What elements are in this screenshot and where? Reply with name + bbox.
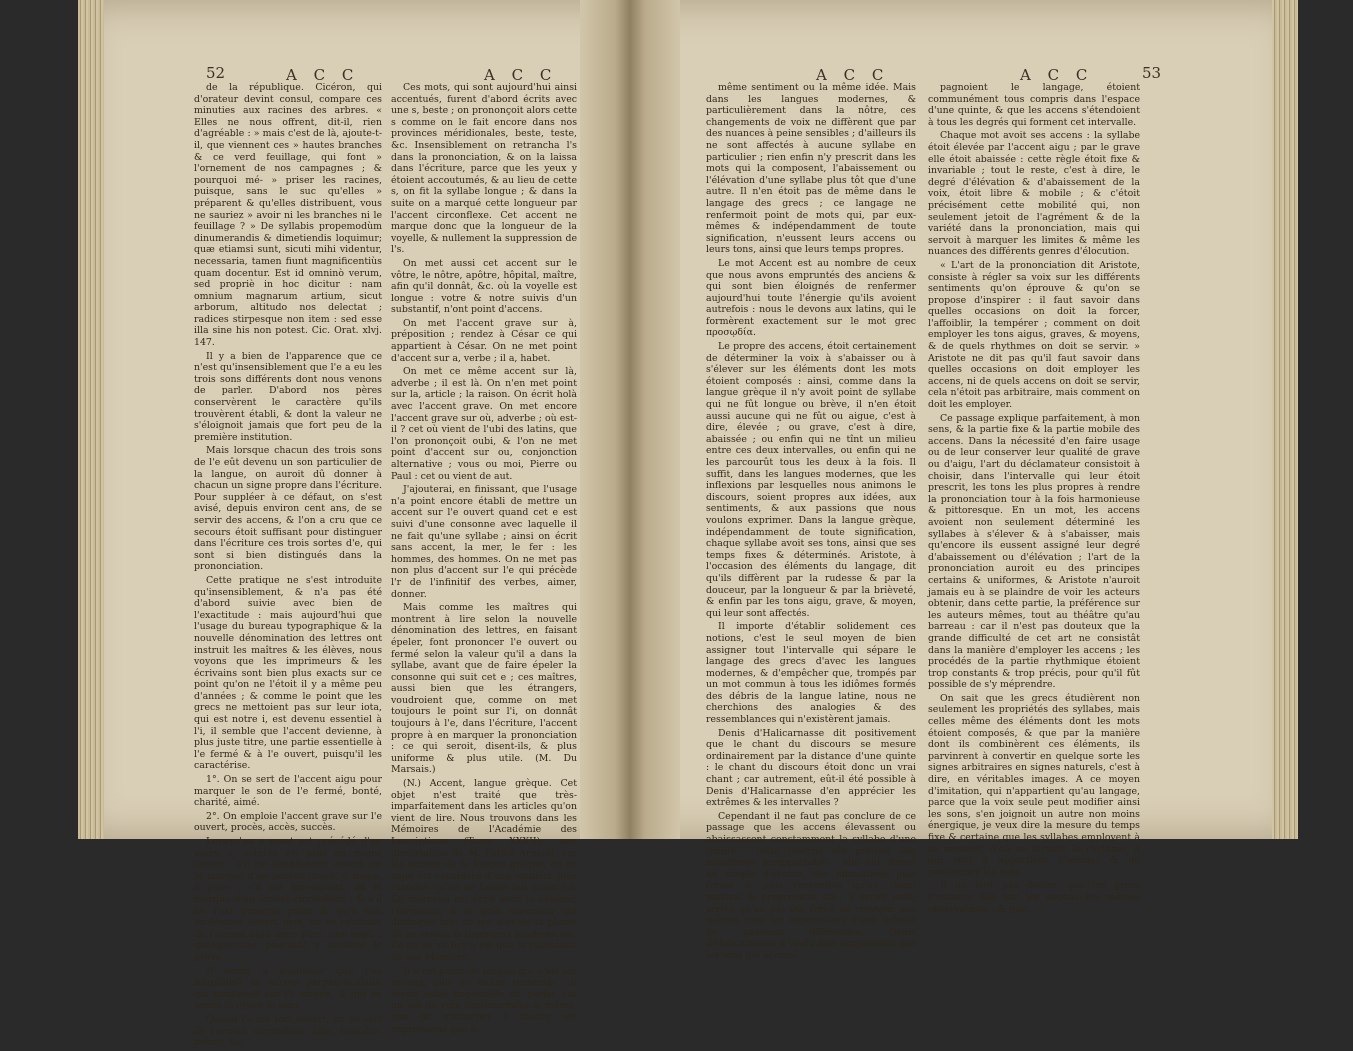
right-page-edges bbox=[1272, 0, 1298, 839]
left-page-edges bbox=[78, 0, 104, 839]
left-running-head-1: A C C bbox=[286, 66, 360, 84]
paragraph: Il ne faut pas douter que les grecs n'eussent fait sur les accens les mêmes observations ; & que, bbox=[928, 880, 1140, 915]
paragraph: 1°. On se sert de l'accent aigu pour marquer le son de l'e fermé, bonté, charité, aimé. bbox=[194, 774, 382, 809]
book-gutter bbox=[580, 0, 680, 839]
paragraph: Denis d'Halicarnasse dit positivement que le chant du discours se mesure ordinairement par la distance d'une quinte : le chant du discours étoit donc un vrai chant ; car autrement, eût-il été possible à Denis d'Halicarnasse d'en apprécier les extrêmes & les intervalles ? bbox=[706, 727, 916, 809]
left-page-column-2 bbox=[391, 82, 577, 1037]
right-running-head-1: A C C bbox=[816, 66, 890, 84]
paragraph: Le mot Accent est au nombre de ceux que nous avons empruntés des anciens & qui sont bien éloignés de renfermer aujourd'hui toute l'énergie qu'ils avoient autrefois : nous le devons aux latins, qui le formèrent exactement sur le mot grec προσῳδία. bbox=[706, 257, 916, 339]
paragraph: On met ce même accent sur là, adverbe ; il est là. On n'en met point sur la, article ; la raison. On écrit holà avec l'accent grave. On met encore l'accent grave sur où, adverbe ; où est-il ? cet où vient de l'ubi des latins, que l'on prononçoit oubi, & l'on ne met point d'accent sur ou, conjonction alternative ; vous ou moi, Pierre ou Paul : cet ou vient de aut. bbox=[391, 366, 577, 482]
right-folio: 53 bbox=[1142, 64, 1162, 82]
paragraph: On met aussi cet accent sur le vôtre, le nôtre, apôtre, hôpital, maître, afin qu'il donnât, &c. où la voyelle est longue : votre & notre suivis d'un substantif, n'ont point d'accens. bbox=[391, 257, 577, 316]
paragraph: Il y a bien de l'apparence que ce n'est qu'insensiblement que l'e a eu les trois sons différents dont nous venons de parler. D'abord nos pères conservèrent le caractère qu'ils trouvèrent établi, & dont la valeur ne s'éloignoit jamais que fort peu de la première institution. bbox=[194, 350, 382, 443]
paragraph: « L'art de la prononciation dit Aristote, consiste à régler sa voix sur les différents sentiments qu'on éprouve & qu'on se propose d'inspirer : il faut savoir dans quelles occasions on doit la forcer, l'affoiblir, la tempérer ; comment on doit employer les tons aigus, graves, & moyens, & de quels rhythmes on doit se servir. » Aristote ne dit pas qu'il faut savoir dans quelles occasions on doit employer les accens, ni de quels accens on doit se servir, cela n'étoit pas arbitraire, mais comment on doit les employer. bbox=[928, 259, 1140, 411]
paragraph: Il seroit à souhaiter que l'on introduisît un accent perpendiculaire qui tomberoit sur l'e moyen, & qui ne seroit ni grave ni aigu. bbox=[194, 965, 382, 1012]
left-folio: 52 bbox=[206, 64, 226, 82]
paragraph: Il importe d'établir solidement ces notions, c'est le seul moyen de bien assigner tout l'intervalle qui sépare le langage des grecs d'avec les langues modernes, & d'empêcher que, trompés par un mot commun à tous les idiômes formés des débris de la langue latine, nous ne cherchions des analogies & des ressemblances qui n'existèrent jamais. bbox=[706, 621, 916, 726]
paragraph: On sait que les grecs étudièrent non seulement les propriétés des syllabes, mais celles même des éléments dont les mots étoient composés, & que par la manière dont ils combinèrent ces éléments, ils parvinrent à convertir en quelque sorte les signes arbitraires en signes naturels, c'est à dire, en véritables images. A ce moyen d'imitation, qui n'appartient qu'au langage, parce que la voix seule peut modifier ainsi les sons, s'en joignoit un autre non moins énergique, je veux dire la mesure du temps fixe & certaine que les syllabes employent à se mouvoir, d'où se formoit le rhythme, à qui seul il appartient d'animer & de passionner les sons. bbox=[928, 692, 1140, 878]
paragraph: pagnoient le langage, étoient communément tous compris dans l'espace d'une quinte, & que les accens s'étendoient à tous les degrés qui forment cet intervalle. bbox=[928, 82, 1140, 128]
left-page-column-1 bbox=[194, 82, 382, 1051]
paragraph: J'ajouterai, en finissant, que l'usage n'a point encore établi de mettre un accent sur l'e ouvert quand cet e est suivi d'une consonne avec laquelle il ne fait qu'une syllabe ; ainsi on écrit sans accent, la mer, le fer : les hommes, des hommes. On ne met pas non plus d'accent sur l'e qui précède l'r de l'infinitif des verbes, aimer, donner. bbox=[391, 484, 577, 600]
right-page-column-1 bbox=[706, 82, 916, 964]
paragraph: Le propre des accens, étoit certainement de déterminer la voix à s'abaisser ou à s'élever sur les éléments dont les mots étoient composés : ainsi, comme dans la langue grèque il n'y avoit point de syllabe qui ne fût longue ou brève, il n'en étoit aussi aucune qui ne fût ou aigue, c'est à dire, élevée ; ou grave, c'est à dire, abaissée ; ou enfin qui ne tînt un milieu entre ces deux intervalles, ou enfin qui ne les parcourût tous les deux à la fois. Il suffit, dans les langues modernes, que les inflexions par lesquelles nous animons le discours, soient propres aux idées, aux sentiments, & aux passions que nous voulons exprimer. Dans la langue grèque, indépendamment de toute signification, chaque syllabe avoit ses tons, ainsi que ses temps fixes & déterminés. Aristote, à l'occasion des éléments du langage, dit qu'ils diffèrent par la rudesse & par la douceur, par la longueur & par la brièveté, & enfin par les tons aigu, grave, & moyen, qui leur sont affectés. bbox=[706, 341, 916, 619]
paragraph: Chaque mot avoit ses accens : la syllabe étoit élevée par l'accent aigu ; par le grave elle étoit abaissée : cette règle étoit fixe & invariable ; tout le reste, c'est à dire, le degré d'élévation & d'abaissement de la voix, étoit libre & mobile ; & c'étoit précisément cette mobilité qui, non seulement jetoit de l'agrément & de la variété dans la prononciation, mais qui servoit à marquer les limites & même les nuances des différents genres d'élocution. bbox=[928, 130, 1140, 258]
paragraph: Ce passage explique parfaitement, à mon sens, & la partie fixe & la partie mobile des accens. Dans la nécessité d'en faire usage ou de leur conserver leur qualité de grave ou d'aigu, l'art du déclamateur consistoit à choisir, dans l'intervalle qui leur étoit prescrit, les tons les plus propres à rendre la prononciation tour à la fois harmonieuse & pittoresque. En un mot, les accens avoient non seulement déterminé les syllabes à s'élever & à s'abaisser, mais qu'encore ils eussent assigné leur degré d'abaissement ou d'élévation ; l'art de la prononciation auroit eu des principes certains & uniformes, & Aristote n'auroit jamais eu à se plaindre de voir les acteurs obtenir, dans cette partie, la préférence sur les auteurs mêmes, tout au théâtre qu'au barreau : car il n'est pas douteux que la grande difficulté de cet art ne consistât dans la manière d'employer les accens ; les procédés de la partie rhythmique étoient trop constants & trop précis, pour qu'il fût possible de s'y méprendre. bbox=[928, 412, 1140, 691]
paragraph: Cependant il ne faut pas conclure de ce passage que les accens élevassent ou abaissassent constamment la syllabe d'une quinte : cette marche eût produit une monotonie insupportable ; elle eût donné au simple discours, des intonations plus fortes & plus ressenties qu'au chant musical & proprement dit ; il seroit enfin arrivé qu'en eût été forcé de recevoir des mêmes tons les impressions d'une infinité de passions différentes. Denis d'Halicarnasse a voulu dire simplement que les tons qui accom- bbox=[706, 810, 916, 961]
right-page-column-2 bbox=[928, 82, 1140, 917]
paragraph: Lorsqu'un e muet est précédé d'un autre e, celui-ci est plus ou moins ouvert : s'il est simplement ouvert, on le marque d'un accent grave, il mène, il pèse ; s'il est très-ouvert, on le marque d'un accent circonflexe ; & s'il ne l'est presque point & qu'il soit seulement ouvert bref, on se contente de l'accent aigu, mon père, une règle ; quelques-uns pourtant y mettent le grave. bbox=[194, 836, 382, 963]
paragraph: On met l'accent grave sur à, préposition ; rendez à César ce qui appartient à César. On ne met point d'accent sur a, verbe ; il a, habet. bbox=[391, 317, 577, 364]
paragraph: même sentiment ou la même idée. Mais dans les langues modernes, & particulièrement dans la nôtre, ces changements de voix ne diffèrent que par des nuances à peine sensibles ; d'ailleurs ils ne sont affectés à aucune syllabe en particulier ; rien enfin n'y prescrit dans les mots qui la composent, l'abaissement ou l'élévation d'une syllabe plus tôt que d'une autre. Il n'en étoit pas de même dans le langage des grecs ; ce langage ne renfermoit point de mots qui, par eux-mêmes & indépendamment de toute signification, n'eussent leurs accens ou leurs tons, ainsi que leurs temps propres. bbox=[706, 82, 916, 256]
left-running-head-2: A C C bbox=[484, 66, 558, 84]
paragraph: Ces mots, qui sont aujourd'hui ainsi accentués, furent d'abord écrits avec une s, beste ; on prononçoit alors cette s comme on le fait encore dans nos provinces méridionales, beste, teste, &c. Insensiblement on retrancha l's dans la prononciation, & on la laissa dans l'écriture, parce que les yeux y étoient accoutumés, & au lieu de cette s, on fit la syllabe longue ; & dans la suite on a marqué cette longueur par l'accent circonflexe. Cet accent ne marque donc que la longueur de la voyelle, & nullement la suppression de l's. bbox=[391, 82, 577, 256]
paragraph: (N.) Accent, langue grèque. Cet objet n'est traité que très-imparfaitement dans les articles qu'on vient de lire. Nous trouvons dans les Mémoires de l'Académie des Inscriptions (Tome XXXII), une dissertation de M. l'abbé Arnaud, sur les accens de la langue grèque, où ce sujet est considéré d'une manière plus étendue qu'on ne l'avoit fait avant lui. Ce morceau est écrit avec la chaleur, l'élégance, & le goût supérieur qui distingue tout ce qui sort de la plume de ce savant & ingénieux académicien. Ce qu'on va lire n'est que la substance de son Mémoire. bbox=[391, 778, 577, 963]
right-running-head-2: A C C bbox=[1020, 66, 1094, 84]
paragraph: 2°. On emploie l'accent grave sur l'e ouvert, procès, accès, succès. bbox=[194, 810, 382, 834]
paragraph: Cette pratique ne s'est introduite qu'insensiblement, & n'a pas été d'abord suivie avec bien de l'exactitude : mais aujourd'hui que l'usage du bureau typographique & la nouvelle dénomination des lettres ont instruit les maîtres & les élèves, nous voyons que les imprimeurs & les écrivains sont bien plus exacts sur ce point qu'on ne l'étoit il y a même peu d'années ; & comme le point que les grecs ne mettoient pas sur leur iota, qui est notre i, est devenu essentiel à l'i, il semble que l'accent devienne, à plus juste titre, une partie essentielle à l'e fermé & à l'e ouvert, puisqu'il les caractérise. bbox=[194, 574, 382, 772]
paragraph: Il n'est point de langue qui n'ait ses accens, plus ou moins ressentis ; il seroit aussi impossible de parler sur un ton de voix continuement le même, que de n'attacher à toutes ses expressions que le bbox=[391, 965, 577, 1035]
paragraph: Mais lorsque chacun des trois sons de l'e eût devenu un son particulier de la langue, on auroit dû donner à chacun un signe propre dans l'écriture. Pour suppléer à ce défaut, on s'est avisé, depuis environ cent ans, de se servir des accens, & l'on a cru que ce secours étoit suffisant pour distinguer dans l'écriture ces trois sortes d'e, qui sont si bien distingués dans la prononciation. bbox=[194, 445, 382, 573]
paragraph: de la république. Cicéron, qui d'orateur devint consul, compare ces minuties aux racines des arbres. « Elles ne nous offrent, dit-il, rien d'agréable : » mais c'est de là, ajoute-t-il, que viennent ces » hautes branches & ce verd feuillage, qui font » l'ornement de nos campagnes ; & pourquoi mé- » priser les racines, puisque, sans le suc qu'elles » préparent & qu'elles distribuent, vous ne sauriez » avoir ni les branches ni le feuillage ? » De syllabis propemodùm dinumerandis & dimetiendis loquimur; quæ etiamsi sunt, sicuti mihi videntur, necessaria, tamen fiunt magnificentiùs quam docentur. Est id omninò verum, sed propriè in hoc dicitur : nam omnium magnarum artium, sicut arborum, altitudo nos delectat ; radices stirpesque non item : sed esse illa sine his non potest. Cic. Orat. xlvj. 147. bbox=[194, 82, 382, 349]
paragraph: Mais comme les maîtres qui montrent à lire selon la nouvelle dénomination des lettres, en faisant épeler, font prononcer l'e ouvert ou fermé selon la valeur qu'il a dans la syllabe, avant que de faire épeler la consonne qui suit cet e ; ces maîtres, aussi bien que les étrangers, voudroient que, comme on met toujours le point sur l'i, on donnât toujours à l'e, dans l'écriture, l'accent propre à en marquer la prononciation : ce qui seroit, disent-ils, & plus uniforme & plus utile. (M. Du Marsais.) bbox=[391, 602, 577, 776]
paragraph: Quand l'e est fort ouvert, on se sert de l'accent circonflexe, tête, tempête, même, &c. bbox=[194, 1013, 382, 1049]
